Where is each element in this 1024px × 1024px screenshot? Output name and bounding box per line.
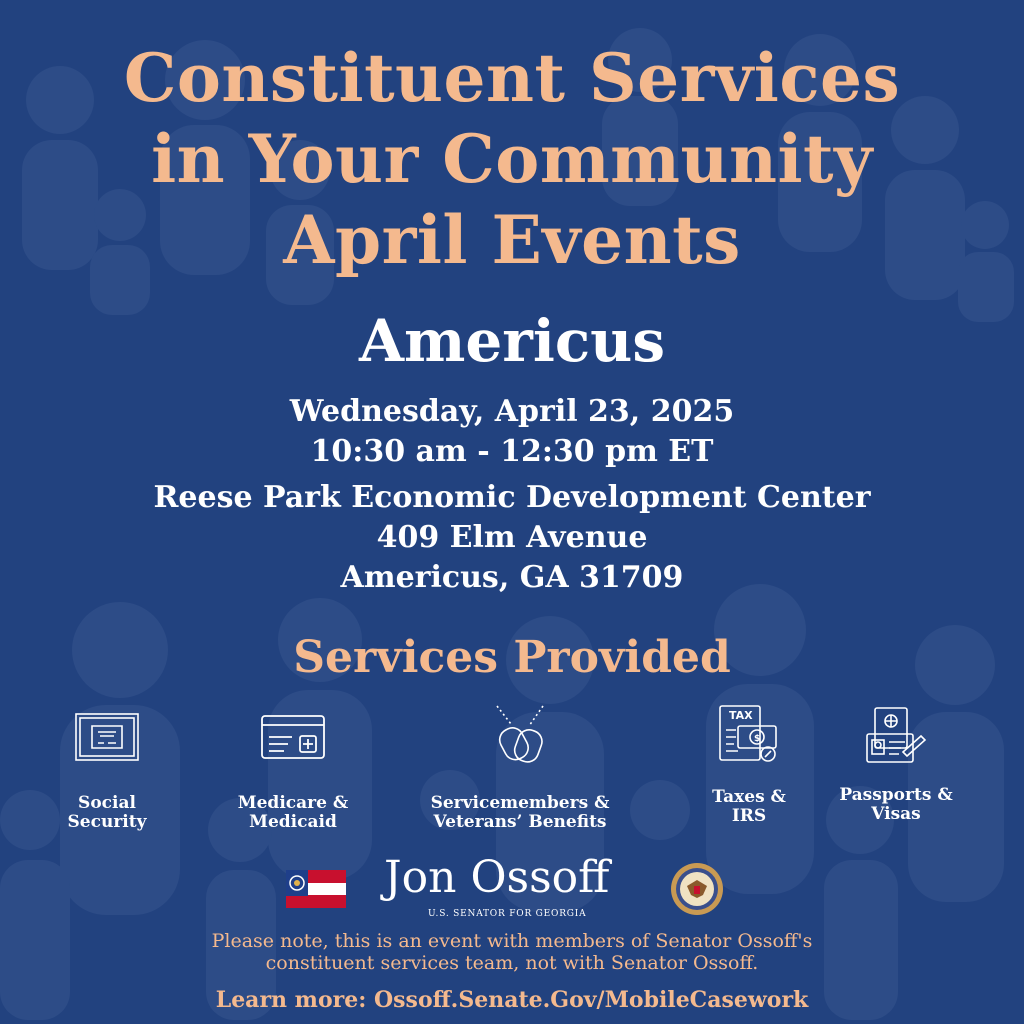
disclaimer-note [0, 930, 1024, 974]
service-label: Taxes & IRS [712, 787, 786, 826]
service-label: Medicare & Medicaid [237, 793, 349, 832]
event-date: Wednesday, April 23, 2025 [289, 394, 735, 429]
service-veterans-benefits [412, 712, 628, 832]
event-city: Americus [358, 307, 665, 375]
tax-document-icon [716, 704, 782, 766]
event-city-state-zip: Americus, GA 31709 [340, 560, 684, 595]
svg-text:$: $ [754, 734, 761, 744]
title-line-3: April Events [283, 201, 741, 279]
social-security-card-icon [74, 712, 140, 764]
service-label: Social Security [67, 793, 147, 832]
services-heading: Services Provided [293, 632, 731, 683]
title-line-1: Constituent Services [123, 39, 901, 117]
dog-tags-icon [487, 704, 553, 766]
senator-name: Jon Ossoff [384, 852, 610, 903]
event-venue: Reese Park Economic Development Center [153, 480, 871, 515]
title-line-2: in Your Community [151, 120, 873, 198]
senator-subtitle: U.S. SENATOR FOR GEORGIA [428, 909, 587, 919]
service-passports-visas [828, 712, 964, 824]
event-street: 409 Elm Avenue [376, 520, 648, 555]
disclaimer-line-1: Please note, this is an event with members of Senator Ossoff's [211, 930, 813, 952]
event-datetime [0, 392, 1024, 472]
medical-card-icon [260, 712, 326, 764]
page-title [0, 38, 1024, 281]
svg-text:TAX: TAX [729, 709, 753, 722]
learn-more-link[interactable]: Learn more: Ossoff.Senate.Gov/MobileCasework [215, 987, 809, 1013]
disclaimer-line-2: constituent services team, not with Senator Ossoff. [265, 952, 759, 974]
service-label: Passports & Visas [839, 785, 953, 824]
service-label: Servicemembers & Veterans’ Benefits [430, 793, 610, 832]
event-time: 10:30 am - 12:30 pm ET [310, 434, 714, 469]
service-social-security [44, 712, 170, 832]
event-location [0, 478, 1024, 598]
georgia-flag-icon [286, 870, 346, 908]
service-medicare-medicaid [226, 712, 360, 832]
service-taxes-irs [684, 709, 814, 826]
senate-seal-icon [670, 862, 724, 916]
passport-icon [863, 706, 929, 768]
